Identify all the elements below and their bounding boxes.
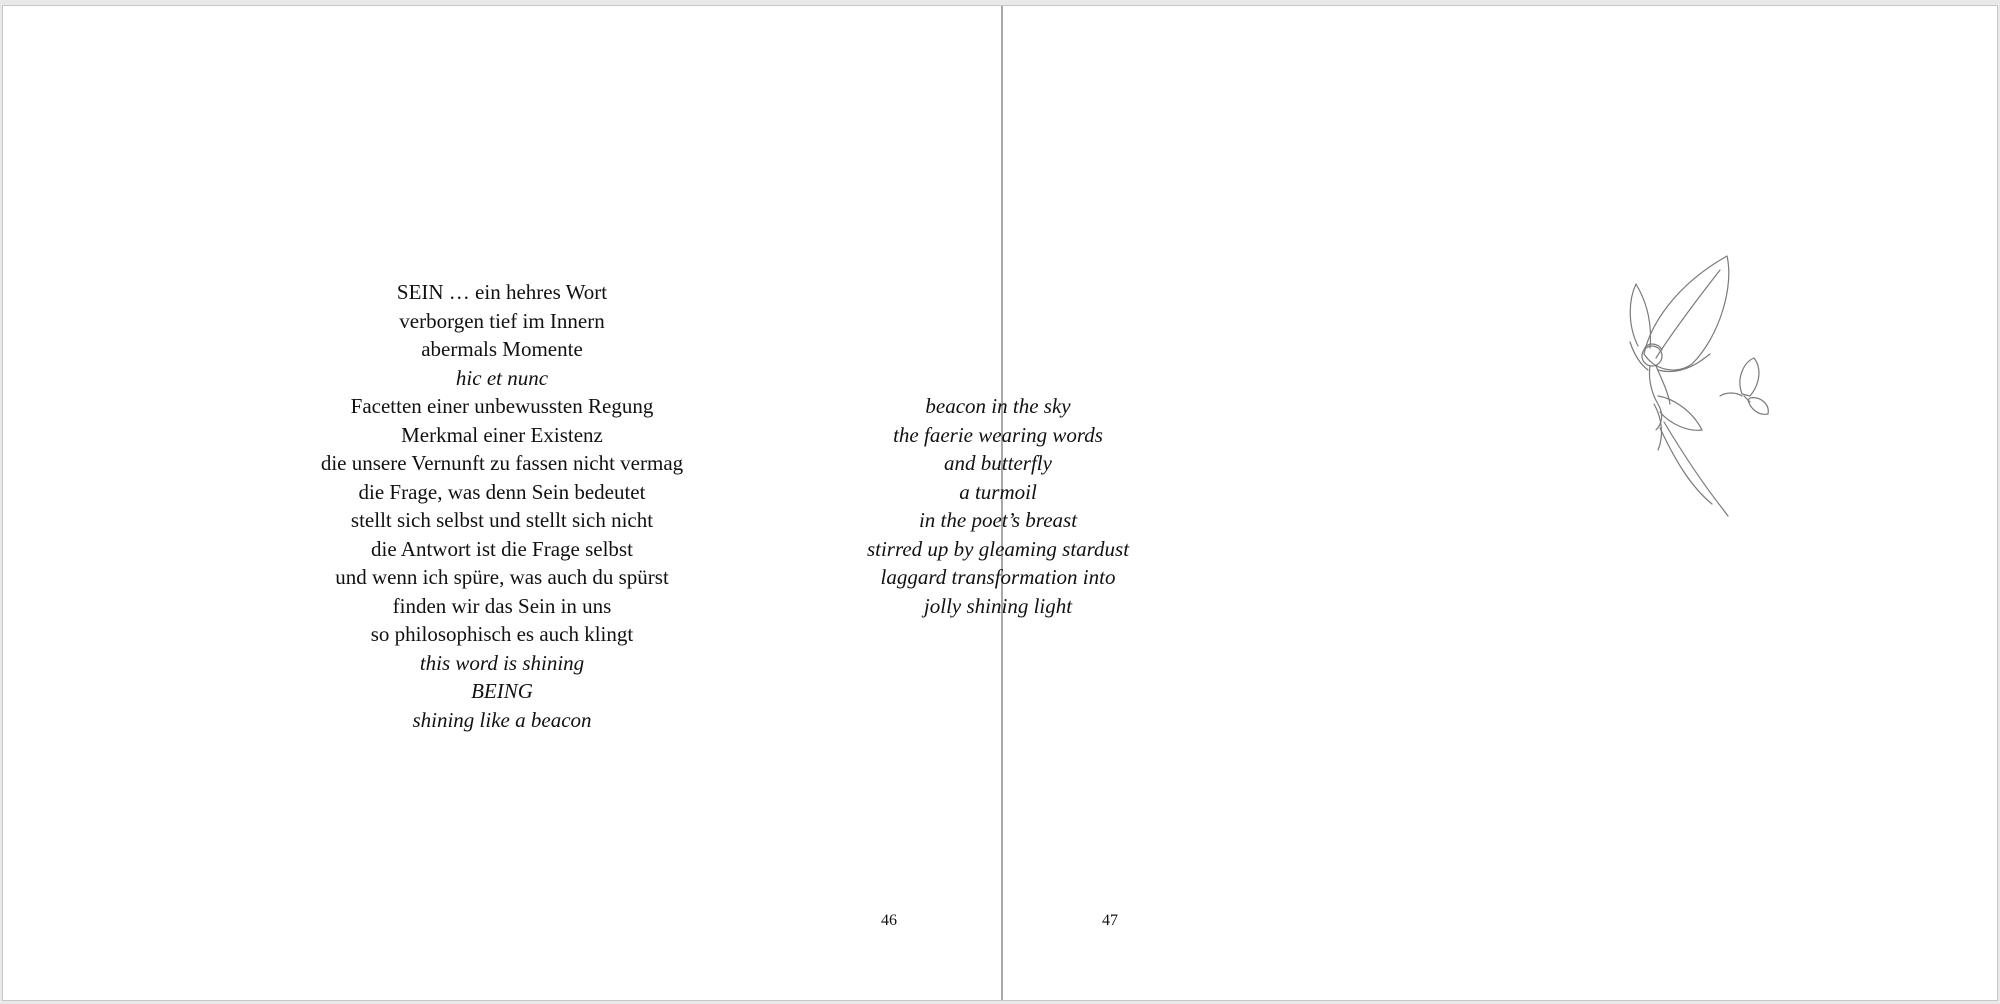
poem-line: die unsere Vernunft zu fassen nicht vermag	[320, 451, 684, 475]
poem-line: finden wir das Sein in uns	[392, 593, 612, 618]
poem-line: shining like a beacon	[412, 707, 592, 732]
book-spread	[2, 5, 1998, 1001]
poem-line: und wenn ich spüre, was auch du spürst	[335, 565, 669, 589]
poem-line: jolly shining light	[923, 593, 1073, 618]
poem-line: stellt sich selbst und stellt sich nicht	[350, 508, 654, 532]
fairy-butterfly-illustration	[1592, 246, 1782, 536]
poem-line: in the poet’s breast	[918, 508, 1078, 532]
poem-line: Merkmal einer Existenz	[401, 422, 603, 447]
poem-line: and butterfly	[944, 451, 1052, 475]
poem-line: the faerie wearing words	[893, 422, 1103, 447]
poem-line: verborgen tief im Innern	[399, 308, 605, 333]
page-number: 46	[881, 912, 897, 929]
poem-line: BEING	[471, 679, 533, 703]
poem-line: a turmoil	[959, 479, 1037, 504]
poem-line: die Antwort ist die Frage selbst	[371, 536, 633, 561]
poem-line: this word is shining	[419, 650, 585, 675]
poem-line: so philosophisch es auch klingt	[370, 622, 634, 646]
page-number: 47	[1102, 912, 1118, 929]
english-poem	[498, 392, 1498, 620]
poem-line: SEIN … ein hehres Wort	[396, 280, 608, 304]
poem-line: laggard transformation into	[880, 565, 1116, 589]
poem-line: die Frage, was denn Sein bedeutet	[358, 479, 646, 504]
poem-line: Facetten einer unbewussten Regung	[350, 394, 654, 418]
poem-line: stirred up by gleaming stardust	[866, 536, 1130, 561]
poem-line: hic et nunc	[455, 365, 549, 390]
poem-line: beacon in the sky	[925, 394, 1071, 418]
poem-line: abermals Momente	[421, 337, 583, 361]
